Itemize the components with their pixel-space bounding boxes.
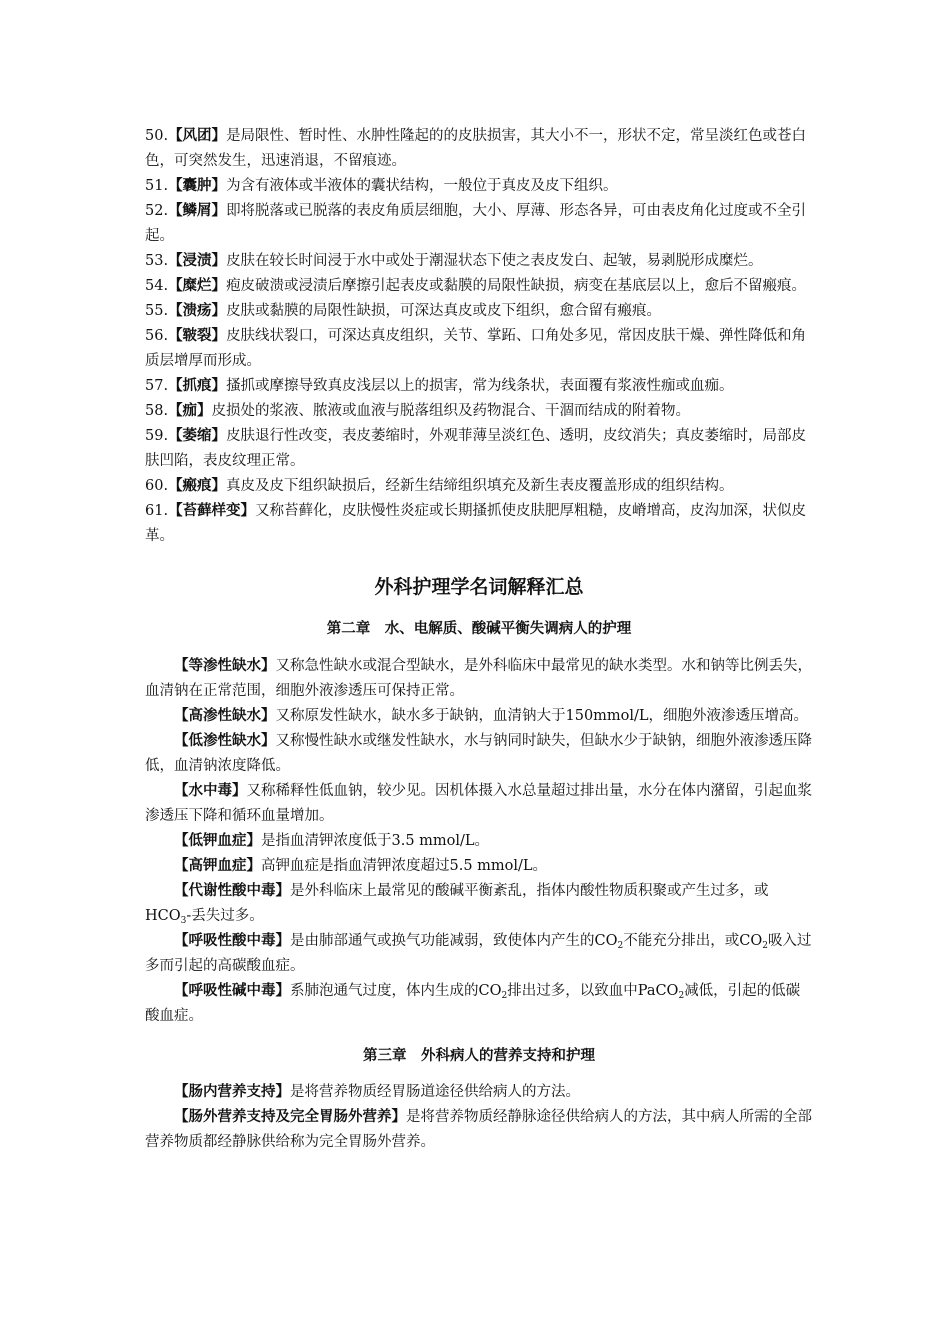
term-label: 【肠外营养支持及完全胃肠外营养】 bbox=[174, 1109, 406, 1125]
term-label: 【瘢痕】 bbox=[168, 478, 227, 494]
chapter-3-heading: 第三章 外科病人的营养支持和护理 bbox=[363, 1047, 595, 1064]
term-entry: 51.【囊肿】为含有液体或半液体的囊状结构，一般位于真皮及皮下组织。 bbox=[145, 178, 618, 194]
term-entry bbox=[145, 1105, 813, 1155]
term-definition: 皮肤在较长时间浸于水中或处于潮湿状态下使之表皮发白、起皱，易剥脱形成糜烂。 bbox=[226, 253, 763, 269]
term-entry: 52.【鳞屑】即将脱落或已脱落的表皮角质层细胞，大小、厚薄、形态各异，可由表皮角化过度或不全引起。 bbox=[145, 203, 807, 244]
term-entry bbox=[145, 979, 813, 1029]
term-definition: 是由肺部通气或换气功能减弱，致使体内产生的$CO_2$不能充分排出，或$CO_2$吸入过多而引起的高碳酸血症。 bbox=[145, 933, 812, 974]
term-label: 【肠内营养支持】 bbox=[174, 1084, 290, 1100]
term-label: 【呼吸性酸中毒】 bbox=[174, 933, 290, 949]
term-label: 【代谢性酸中毒】 bbox=[174, 883, 290, 899]
term-entry bbox=[145, 1080, 813, 1105]
term-definition: 系肺泡通气过度，体内生成的$CO_2$排出过多，以致血中PaCO$_2$减低，引起的低碳酸血症。 bbox=[145, 983, 801, 1024]
term-definition: 又称急性缺水或混合型缺水，是外科临床中最常见的缺水类型。水和钠等比例丢失，血清钠在正常范围，细胞外液渗透压可保持正常。 bbox=[145, 658, 812, 699]
term-definition: 又称稀释性低血钠，较少见。因机体摄入水总量超过排出量，水分在体内潴留，引起血浆渗透压下降和循环血量增加。 bbox=[145, 783, 812, 824]
chapter-3-terms bbox=[145, 1080, 813, 1155]
term-label: 【高钾血症】 bbox=[174, 858, 261, 874]
term-label: 【抓痕】 bbox=[168, 378, 227, 394]
term-entry bbox=[145, 704, 813, 729]
term-label: 【呼吸性碱中毒】 bbox=[174, 983, 290, 999]
term-definition: 又称苔藓化，皮肤慢性炎症或长期搔抓使皮肤肥厚粗糙，皮嵴增高，皮沟加深，状似皮革。 bbox=[145, 503, 807, 544]
term-label: 【苔藓样变】 bbox=[168, 503, 256, 519]
term-entry: 53.【浸渍】皮肤在较长时间浸于水中或处于潮湿状态下使之表皮发白、起皱，易剥脱形成糜烂。 bbox=[145, 253, 763, 269]
term-definition: 又称原发性缺水，缺水多于缺钠，血清钠大于150mmol/L，细胞外液渗透压增高。 bbox=[275, 708, 809, 724]
term-entry bbox=[145, 654, 813, 704]
term-entry bbox=[145, 929, 813, 979]
term-entry: 57.【抓痕】搔抓或摩擦导致真皮浅层以上的损害，常为线条状，表面覆有浆液性痂或血痂。 bbox=[145, 378, 734, 394]
term-definition: 疱皮破溃或浸渍后摩擦引起表皮或黏膜的局限性缺损，病变在基底层以上，愈后不留瘢痕。 bbox=[226, 278, 807, 294]
term-entry bbox=[145, 779, 813, 829]
term-definition: 是将营养物质经静脉途径供给病人的方法，其中病人所需的全部营养物质都经静脉供给称为完全胃肠外营养。 bbox=[145, 1109, 812, 1150]
term-definition: 皮肤线状裂口，可深达真皮组织，关节、掌跖、口角处多见，常因皮肤干燥、弹性降低和角质层增厚而形成。 bbox=[145, 328, 807, 369]
term-label: 【痂】 bbox=[168, 403, 212, 419]
term-label: 【等渗性缺水】 bbox=[174, 658, 276, 674]
term-definition: 是指血清钾浓度低于3.5 mmol/L。 bbox=[261, 833, 490, 849]
term-label: 【风团】 bbox=[168, 128, 227, 144]
chapter-2-terms bbox=[145, 654, 813, 1029]
term-entry bbox=[145, 829, 813, 854]
term-definition: 搔抓或摩擦导致真皮浅层以上的损害，常为线条状，表面覆有浆液性痂或血痂。 bbox=[226, 378, 734, 394]
skin-terms-list bbox=[145, 124, 813, 549]
chapter-2-heading: 第二章 水、电解质、酸碱平衡失调病人的护理 bbox=[326, 621, 632, 637]
term-entry bbox=[145, 879, 813, 929]
term-entry: 61.【苔藓样变】又称苔藓化，皮肤慢性炎症或长期搔抓使皮肤肥厚粗糙，皮嵴增高，皮沟加深，状似皮革。 bbox=[145, 503, 807, 544]
term-definition: 为含有液体或半液体的囊状结构，一般位于真皮及皮下组织。 bbox=[226, 178, 618, 194]
term-definition: 高钾血症是指血清钾浓度超过5.5 mmol/L。 bbox=[261, 858, 548, 874]
term-label: 【鳞屑】 bbox=[168, 203, 227, 219]
term-label: 【低渗性缺水】 bbox=[174, 733, 276, 749]
term-definition: 皮损处的浆液、脓液或血液与脱落组织及药物混合、干涸而结成的附着物。 bbox=[211, 403, 691, 419]
term-definition: 是局限性、暂时性、水肿性隆起的的皮肤损害，其大小不一，形状不定，常呈淡红色或苍白色，可突然发生，迅速消退，不留痕迹。 bbox=[145, 128, 807, 169]
term-label: 【萎缩】 bbox=[168, 428, 227, 444]
term-label: 【溃疡】 bbox=[168, 303, 227, 319]
term-definition: 是将营养物质经胃肠道途径供给病人的方法。 bbox=[290, 1084, 580, 1100]
document-page bbox=[145, 124, 813, 1155]
term-entry: 55.【溃疡】皮肤或黏膜的局限性缺损，可深达真皮或皮下组织，愈合留有瘢痕。 bbox=[145, 303, 662, 319]
term-label: 【浸渍】 bbox=[168, 253, 227, 269]
term-entry: 54.【糜烂】疱皮破溃或浸渍后摩擦引起表皮或黏膜的局限性缺损，病变在基底层以上，愈后不留瘢痕。 bbox=[145, 278, 807, 294]
term-entry: 59.【萎缩】皮肤退行性改变，表皮萎缩时，外观菲薄呈淡红色、透明，皮纹消失；真皮萎缩时，局部皮肤凹陷，表皮纹理正常。 bbox=[145, 428, 807, 469]
term-definition: 皮肤退行性改变，表皮萎缩时，外观菲薄呈淡红色、透明，皮纹消失；真皮萎缩时，局部皮肤凹陷，表皮纹理正常。 bbox=[145, 428, 807, 469]
term-label: 【水中毒】 bbox=[174, 783, 247, 799]
term-entry bbox=[145, 854, 813, 879]
term-label: 【低钾血症】 bbox=[174, 833, 261, 849]
term-entry: 50.【风团】是局限性、暂时性、水肿性隆起的的皮肤损害，其大小不一，形状不定，常呈淡红色或苍白色，可突然发生，迅速消退，不留痕迹。 bbox=[145, 128, 807, 169]
term-definition: 皮肤或黏膜的局限性缺损，可深达真皮或皮下组织，愈合留有瘢痕。 bbox=[226, 303, 662, 319]
term-entry bbox=[145, 729, 813, 779]
term-label: 【囊肿】 bbox=[168, 178, 227, 194]
term-label: 【高渗性缺水】 bbox=[174, 708, 276, 724]
term-definition: 又称慢性缺水或继发性缺水，水与钠同时缺失，但缺水少于缺钠，细胞外液渗透压降低，血清钠浓度降低。 bbox=[145, 733, 812, 774]
term-definition: 真皮及皮下组织缺损后，经新生结缔组织填充及新生表皮覆盖形成的组织结构。 bbox=[226, 478, 734, 494]
term-definition: 即将脱落或已脱落的表皮角质层细胞，大小、厚薄、形态各异，可由表皮角化过度或不全引起。 bbox=[145, 203, 807, 244]
term-label: 【皲裂】 bbox=[168, 328, 227, 344]
term-definition: 是外科临床上最常见的酸碱平衡紊乱，指体内酸性物质积聚或产生过多，或$HCO_3-$丢失过多。 bbox=[145, 883, 769, 926]
term-entry: 58.【痂】皮损处的浆液、脓液或血液与脱落组织及药物混合、干涸而结成的附着物。 bbox=[145, 403, 691, 419]
term-label: 【糜烂】 bbox=[168, 278, 227, 294]
term-entry: 60.【瘢痕】真皮及皮下组织缺损后，经新生结缔组织填充及新生表皮覆盖形成的组织结构。 bbox=[145, 478, 734, 494]
term-entry: 56.【皲裂】皮肤线状裂口，可深达真皮组织，关节、掌跖、口角处多见，常因皮肤干燥、弹性降低和角质层增厚而形成。 bbox=[145, 328, 807, 369]
document-title: 外科护理学名词解释汇总 bbox=[374, 576, 584, 598]
